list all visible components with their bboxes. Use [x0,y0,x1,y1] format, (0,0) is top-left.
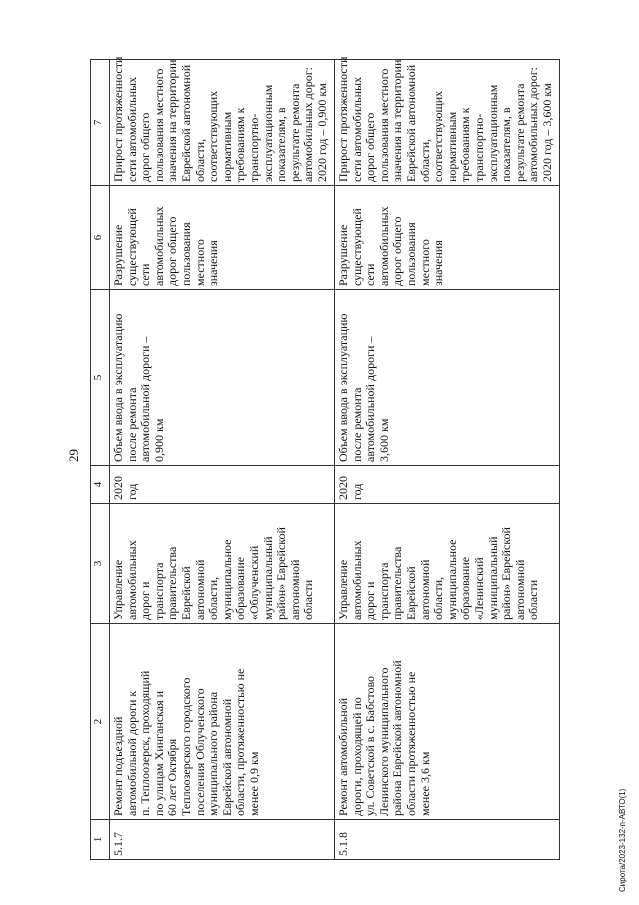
non-implementation-consequence: Разрушение существующей сети автомобильных дорог общего пользования местного значения [110,186,335,290]
row-number: 5.1.7 [110,820,335,860]
target-indicator: Прирост протяженности сети автомобильных дорог общего пользования местного значения на территории Еврейской автономной области, соответствующих нормативным требованиям к транспортно- эксплуатационным показателям, в результате ремонта автомобильных дорог: 2020 год – 3,600 км [335,60,560,186]
program-measures-table [90,56,560,860]
column-number-3: 3 [91,504,110,624]
page-number: 29 [66,449,81,462]
column-number-2: 2 [91,624,110,820]
responsible-executor: Управление автомобильных дорог и транспорта правительства Еврейской автономной области, муниципальное образование «Ленинский муниципальный район» Еврейской автономной области [335,504,560,624]
column-number-7: 7 [91,60,110,186]
column-number-6: 6 [91,186,110,290]
column-number-row [91,60,110,860]
column-number-5: 5 [91,290,110,466]
non-implementation-consequence: Разрушение существующей сети автомобильных дорог общего пользования местного значения [335,186,560,290]
column-number-4: 4 [91,466,110,504]
target-indicator: Прирост протяженности сети автомобильных дорог общего пользования местного значения на территории Еврейской автономной области, соответствующих нормативным требованиям к транспортно- эксплуатационным показателям, в результате ремонта автомобильных дорог: 2020 год – 0,900 км [110,60,335,186]
table-row [110,60,335,860]
document-footer-code: Сирота/2023-132-п-АВТО(1) [618,788,627,892]
table-row [335,60,560,860]
implementation-year: 2020 год [335,466,560,504]
expected-result: Объем ввода в эксплуатацию после ремонта автомобильной дороги – 0,900 км [110,290,335,466]
responsible-executor: Управление автомобильных дорог и транспорта правительства Еврейской автономной области, муниципальное образование «Облученский муниципальный район» Еврейской автономной области [110,504,335,624]
column-number-1: 1 [91,820,110,860]
measure-name: Ремонт подъездной автомобильной дороги к п. Теплоозерск, проходящий по улицам Хинганская и 60 лет Октября Теплоозерского городского поселения Облученского муниципального района Еврейской автономной области, протяженностью не менее 0,9 км [110,624,335,820]
row-number: 5.1.8 [335,820,560,860]
implementation-year: 2020 год [110,466,335,504]
expected-result: Объем ввода в эксплуатацию после ремонта автомобильной дороги – 3,600 км [335,290,560,466]
measure-name: Ремонт автомобильной дороги, проходящей по ул. Советской в с. Бабстово Ленинского муниципального района Еврейской автономной области протяженностью не менее 3,6 км [335,624,560,820]
